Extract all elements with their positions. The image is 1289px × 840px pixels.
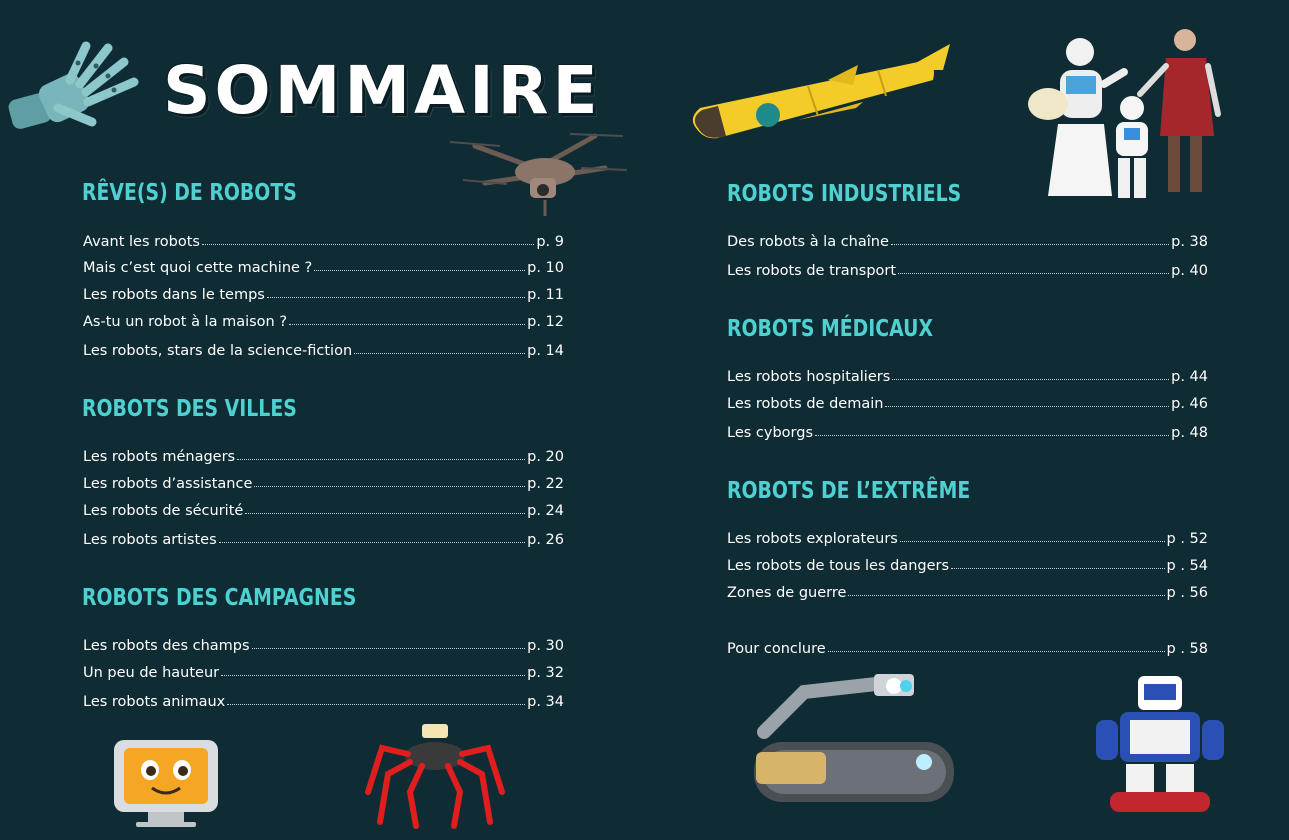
- toc-entry-label: Les robots d’assistance: [83, 476, 253, 492]
- computer-face-icon: [112, 738, 220, 828]
- toc-entry-page: p . 56: [1166, 585, 1208, 601]
- toc-entry-label: Zones de guerre: [727, 585, 847, 601]
- dot-leader: [900, 541, 1165, 542]
- toc-entry-label: Les robots de demain: [727, 396, 884, 412]
- section-heading-robots-des-villes: ROBOTS DES VILLES: [82, 396, 297, 422]
- toc-entry[interactable]: [83, 230, 564, 250]
- toc-entry-label: As-tu un robot à la maison ?: [83, 314, 288, 330]
- toc-entry-label: Les robots artistes: [83, 532, 217, 548]
- drone-icon: [445, 128, 630, 218]
- toc-entry[interactable]: [83, 690, 564, 710]
- toc-entry-label: Un peu de hauteur: [83, 665, 220, 681]
- toc-entry[interactable]: [727, 392, 1208, 412]
- toc-entry-label: Les robots des champs: [83, 638, 250, 654]
- toc-entry-page: p. 34: [527, 694, 564, 710]
- dot-leader: [314, 270, 525, 271]
- toc-entry-page: p. 38: [1171, 234, 1208, 250]
- toc-entry[interactable]: [83, 472, 564, 492]
- toc-entry[interactable]: [83, 499, 564, 519]
- tracked-robot-icon: [744, 672, 969, 827]
- page-title: SOMMAIRE: [163, 52, 602, 129]
- dot-leader: [892, 379, 1169, 380]
- toc-entry[interactable]: [727, 259, 1208, 279]
- toc-entry-page: p. 46: [1171, 396, 1208, 412]
- dot-leader: [885, 406, 1169, 407]
- toc-entry-label: Pour conclure: [727, 641, 826, 657]
- toc-entry-label: Les robots explorateurs: [727, 531, 898, 547]
- toc-entry-label: Avant les robots: [83, 234, 200, 250]
- section-heading-robots-medicaux: ROBOTS MÉDICAUX: [727, 316, 934, 342]
- toc-entry[interactable]: [83, 310, 564, 330]
- dot-leader: [252, 648, 526, 649]
- robot-hand-icon: [8, 38, 148, 138]
- toc-entry[interactable]: [727, 230, 1208, 250]
- toc-entry[interactable]: [727, 581, 1208, 601]
- toc-entry-label: Les robots de sécurité: [83, 503, 244, 519]
- blue-robot-icon: [1090, 668, 1230, 818]
- toc-entry-label: Les robots de transport: [727, 263, 897, 279]
- toc-entry-label: Les robots de tous les dangers: [727, 558, 950, 574]
- toc-entry-page: p. 32: [527, 665, 564, 681]
- toc-entry-page: p. 22: [527, 476, 564, 492]
- dot-leader: [219, 542, 526, 543]
- toc-entry-page: p. 14: [527, 343, 564, 359]
- dot-leader: [254, 486, 525, 487]
- dot-leader: [898, 273, 1169, 274]
- toc-entry[interactable]: [83, 283, 564, 303]
- toc-entry[interactable]: [83, 634, 564, 654]
- section-heading-robots-de-l-extreme: ROBOTS DE L’EXTRÊME: [727, 478, 971, 504]
- toc-entry-page: p. 9: [536, 234, 564, 250]
- toc-entry[interactable]: [83, 256, 564, 276]
- toc-entry-label: Les cyborgs: [727, 425, 814, 441]
- toc-entry-conclusion[interactable]: [727, 637, 1208, 657]
- toc-entry-page: p. 11: [527, 287, 564, 303]
- toc-entry-page: p . 54: [1166, 558, 1208, 574]
- dot-leader: [245, 513, 525, 514]
- toc-entry-label: Les robots ménagers: [83, 449, 236, 465]
- humanoid-robots-icon: [1020, 24, 1225, 206]
- toc-entry-page: p. 10: [527, 260, 564, 276]
- dot-leader: [267, 297, 525, 298]
- toc-entry[interactable]: [727, 421, 1208, 441]
- dot-leader: [237, 459, 525, 460]
- dot-leader: [891, 244, 1169, 245]
- section-heading-robots-des-campagnes: ROBOTS DES CAMPAGNES: [82, 585, 357, 611]
- section-heading-reves-de-robots: RÊVE(S) DE ROBOTS: [82, 180, 297, 206]
- submarine-drone-icon: [688, 40, 958, 145]
- dot-leader: [227, 704, 525, 705]
- toc-entry[interactable]: [727, 554, 1208, 574]
- toc-entry[interactable]: [83, 528, 564, 548]
- toc-entry[interactable]: [83, 445, 564, 465]
- toc-entry-page: p. 12: [527, 314, 564, 330]
- toc-entry-label: Les robots animaux: [83, 694, 226, 710]
- toc-entry-label: Les robots, stars de la science-fiction: [83, 343, 353, 359]
- toc-entry-page: p. 44: [1171, 369, 1208, 385]
- toc-entry-label: Des robots à la chaîne: [727, 234, 889, 250]
- toc-entry-page: p . 58: [1166, 641, 1208, 657]
- section-heading-robots-industriels: ROBOTS INDUSTRIELS: [727, 181, 962, 207]
- toc-entry[interactable]: [727, 527, 1208, 547]
- toc-entry-page: p. 40: [1171, 263, 1208, 279]
- toc-entry-page: p. 24: [527, 503, 564, 519]
- toc-entry[interactable]: [83, 661, 564, 681]
- toc-entry[interactable]: [727, 365, 1208, 385]
- dot-leader: [354, 353, 525, 354]
- toc-entry-page: p . 52: [1166, 531, 1208, 547]
- dot-leader: [221, 675, 525, 676]
- toc-entry[interactable]: [83, 339, 564, 359]
- toc-entry-page: p. 48: [1171, 425, 1208, 441]
- dot-leader: [202, 244, 534, 245]
- toc-entry-page: p. 20: [527, 449, 564, 465]
- dot-leader: [848, 595, 1164, 596]
- toc-entry-label: Les robots dans le temps: [83, 287, 265, 303]
- toc-entry-page: p. 30: [527, 638, 564, 654]
- toc-entry-page: p. 26: [527, 532, 564, 548]
- dot-leader: [289, 324, 525, 325]
- dot-leader: [951, 568, 1164, 569]
- toc-entry-label: Mais c’est quoi cette machine ?: [83, 260, 313, 276]
- hexapod-robot-icon: [362, 722, 507, 832]
- toc-entry-label: Les robots hospitaliers: [727, 369, 891, 385]
- dot-leader: [828, 651, 1165, 652]
- dot-leader: [815, 435, 1169, 436]
